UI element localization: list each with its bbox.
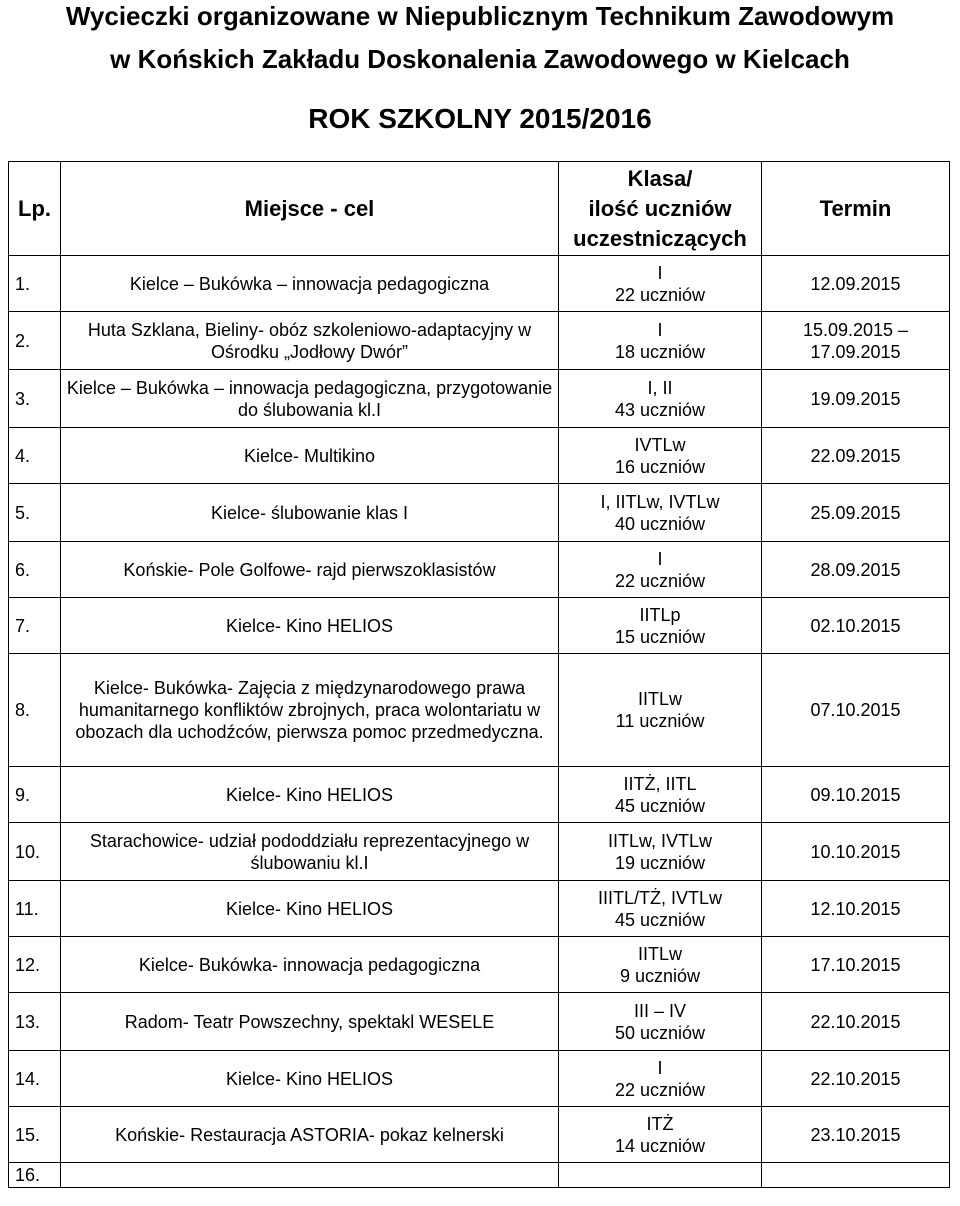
- cell-termin: [762, 937, 950, 993]
- cell-klasa-count: 40 uczniów: [614, 513, 706, 534]
- cell-klasa-count: 16 uczniów: [614, 456, 706, 477]
- cell-termin: [762, 1163, 950, 1188]
- cell-termin: [762, 881, 950, 937]
- cell-miejsce: Starachowice- udział pododdziału reprezentacyjnego w ślubowaniu kl.I: [61, 823, 559, 881]
- cell-termin-end: 17.09.2015: [810, 341, 901, 362]
- cell-klasa-name: I: [657, 319, 663, 340]
- cell-lp: 11.: [9, 881, 61, 937]
- table-row: [9, 370, 950, 428]
- table-row: [9, 428, 950, 484]
- cell-termin-start: 07.10.2015: [810, 700, 901, 720]
- cell-klasa: [559, 993, 762, 1051]
- cell-termin-start: 19.09.2015: [810, 388, 901, 409]
- cell-miejsce: [61, 1163, 559, 1188]
- cell-termin-start: 22.10.2015: [810, 1011, 901, 1032]
- cell-miejsce: Kielce – Bukówka – innowacja pedagogiczna: [61, 256, 559, 312]
- cell-klasa: [559, 542, 762, 598]
- cell-klasa: [559, 654, 762, 767]
- cell-klasa-count: 19 uczniów: [614, 852, 706, 873]
- cell-klasa-name: I: [657, 262, 663, 283]
- table-row: [9, 312, 950, 370]
- table-row: [9, 256, 950, 312]
- cell-lp: 1.: [9, 256, 61, 312]
- cell-klasa-count: 22 uczniów: [614, 284, 706, 305]
- cell-lp: 9.: [9, 767, 61, 823]
- cell-termin: [762, 767, 950, 823]
- cell-klasa: [559, 484, 762, 542]
- cell-miejsce: Kielce- Multikino: [61, 428, 559, 484]
- cell-klasa: [559, 428, 762, 484]
- cell-miejsce: Kielce- Bukówka- Zajęcia z międzynarodowego prawa humanitarnego konfliktów zbrojnych, praca wolontariatu w obozach dla uchodźców, pierwsza pomoc przedmedyczna.: [61, 654, 559, 767]
- cell-klasa-count: 18 uczniów: [614, 341, 706, 362]
- cell-klasa-name: I, IITLw, IVTLw: [600, 491, 720, 512]
- cell-lp: 8.: [9, 654, 61, 767]
- cell-termin-start: 23.10.2015: [810, 1124, 901, 1145]
- cell-miejsce: Kielce- Kino HELIOS: [61, 598, 559, 654]
- cell-miejsce: Radom- Teatr Powszechny, spektakl WESELE: [61, 993, 559, 1051]
- cell-termin: [762, 1051, 950, 1107]
- column-header-miejsce: Miejsce - cel: [61, 162, 559, 256]
- cell-lp: 12.: [9, 937, 61, 993]
- cell-klasa-count: 45 uczniów: [614, 795, 706, 816]
- cell-klasa-name: IITŻ, IITL: [623, 773, 697, 794]
- cell-klasa: [559, 767, 762, 823]
- cell-klasa-count: 11 uczniów: [615, 711, 705, 731]
- cell-klasa-count: 9 uczniów: [619, 965, 701, 986]
- cell-termin-start: 15.09.2015 –: [802, 319, 909, 340]
- cell-klasa-name: IITLw, IVTLw: [607, 830, 713, 851]
- cell-miejsce: Kielce – Bukówka – innowacja pedagogiczna, przygotowanie do ślubowania kl.I: [61, 370, 559, 428]
- cell-termin: [762, 654, 950, 767]
- cell-klasa-name: I: [657, 1057, 663, 1078]
- column-header-klasa-line1: Klasa/: [627, 165, 693, 191]
- cell-termin-start: 25.09.2015: [810, 502, 901, 523]
- cell-klasa-count: 43 uczniów: [614, 399, 706, 420]
- cell-klasa-name: IITLp: [639, 604, 681, 625]
- cell-lp: 15.: [9, 1107, 61, 1163]
- cell-klasa: [559, 370, 762, 428]
- cell-miejsce: Końskie- Pole Golfowe- rajd pierwszoklasistów: [61, 542, 559, 598]
- cell-klasa: [559, 598, 762, 654]
- table-row: [9, 598, 950, 654]
- cell-termin-start: 12.09.2015: [810, 273, 901, 294]
- cell-klasa: [559, 1051, 762, 1107]
- cell-klasa-count: 50 uczniów: [614, 1022, 706, 1043]
- cell-klasa: [559, 1107, 762, 1163]
- cell-miejsce: Kielce- ślubowanie klas I: [61, 484, 559, 542]
- cell-klasa: [559, 312, 762, 370]
- cell-lp: 4.: [9, 428, 61, 484]
- cell-lp: 14.: [9, 1051, 61, 1107]
- cell-termin: [762, 312, 950, 370]
- cell-termin: [762, 370, 950, 428]
- table-row: [9, 993, 950, 1051]
- cell-termin: [762, 1107, 950, 1163]
- cell-miejsce: Kielce- Kino HELIOS: [61, 881, 559, 937]
- cell-termin: [762, 428, 950, 484]
- cell-termin-start: 28.09.2015: [810, 559, 901, 580]
- cell-lp: 6.: [9, 542, 61, 598]
- table-row: [9, 1107, 950, 1163]
- cell-klasa-count: 22 uczniów: [614, 1079, 706, 1100]
- cell-miejsce: Huta Szklana, Bieliny- obóz szkoleniowo-adaptacyjny w Ośrodku „Jodłowy Dwór”: [61, 312, 559, 370]
- cell-termin: [762, 823, 950, 881]
- cell-lp: 7.: [9, 598, 61, 654]
- cell-termin-start: 10.10.2015: [810, 841, 901, 862]
- column-header-termin: Termin: [762, 162, 950, 256]
- column-header-klasa: [559, 162, 762, 256]
- cell-klasa-count: 22 uczniów: [614, 570, 706, 591]
- cell-klasa-name: IITLw: [637, 943, 682, 964]
- document-title-line2: w Końskich Zakładu Doskonalenia Zawodowego w Kielcach: [110, 44, 850, 74]
- cell-lp: 5.: [9, 484, 61, 542]
- cell-klasa-name: IVTLw: [634, 434, 686, 455]
- table-header-row: [9, 162, 950, 256]
- cell-lp: 10.: [9, 823, 61, 881]
- cell-lp: 2.: [9, 312, 61, 370]
- table-row: [9, 1163, 950, 1188]
- table-row: [9, 1051, 950, 1107]
- cell-termin-start: 09.10.2015: [810, 784, 901, 805]
- cell-klasa: [559, 937, 762, 993]
- cell-miejsce: Kielce- Bukówka- innowacja pedagogiczna: [61, 937, 559, 993]
- document-title-line1: Wycieczki organizowane w Niepublicznym Technikum Zawodowym: [65, 1, 895, 31]
- cell-lp: 16.: [9, 1163, 61, 1188]
- table-row: [9, 654, 950, 767]
- table-row: [9, 881, 950, 937]
- cell-termin: [762, 484, 950, 542]
- cell-klasa-count: 14 uczniów: [614, 1135, 706, 1156]
- cell-termin: [762, 256, 950, 312]
- cell-klasa-name: IIITL/TŻ, IVTLw: [597, 887, 722, 908]
- cell-miejsce: Kielce- Kino HELIOS: [61, 1051, 559, 1107]
- cell-klasa-name: ITŻ: [646, 1113, 674, 1134]
- cell-termin-start: 22.09.2015: [810, 445, 901, 466]
- table-row: [9, 484, 950, 542]
- trips-table: [8, 161, 950, 1188]
- cell-klasa: [559, 1163, 762, 1188]
- cell-miejsce: Końskie- Restauracja ASTORIA- pokaz kelnerski: [61, 1107, 559, 1163]
- column-header-klasa-line2: ilość uczniów: [588, 195, 732, 221]
- table-row: [9, 767, 950, 823]
- cell-termin: [762, 542, 950, 598]
- cell-klasa: [559, 256, 762, 312]
- column-header-lp: Lp.: [9, 162, 61, 256]
- cell-termin-start: 17.10.2015: [810, 954, 901, 975]
- column-header-klasa-line3: uczestniczących: [573, 225, 747, 251]
- cell-termin-start: 12.10.2015: [810, 898, 901, 919]
- cell-klasa: [559, 823, 762, 881]
- cell-klasa: [559, 881, 762, 937]
- cell-klasa-count: 15 uczniów: [614, 626, 706, 647]
- school-year-heading: ROK SZKOLNY 2015/2016: [308, 103, 652, 134]
- cell-termin-start: 22.10.2015: [810, 1068, 901, 1089]
- cell-klasa-name: I, II: [647, 377, 673, 398]
- cell-miejsce: Kielce- Kino HELIOS: [61, 767, 559, 823]
- cell-klasa-count: 45 uczniów: [614, 909, 706, 930]
- table-row: [9, 937, 950, 993]
- cell-lp: 13.: [9, 993, 61, 1051]
- cell-termin-start: 02.10.2015: [810, 615, 901, 636]
- cell-klasa-name: III – IV: [633, 1000, 687, 1021]
- cell-termin: [762, 993, 950, 1051]
- cell-klasa-name: I: [657, 548, 663, 569]
- cell-termin: [762, 598, 950, 654]
- table-row: [9, 542, 950, 598]
- cell-klasa-name: IITLw: [637, 689, 682, 709]
- cell-lp: 3.: [9, 370, 61, 428]
- table-row: [9, 823, 950, 881]
